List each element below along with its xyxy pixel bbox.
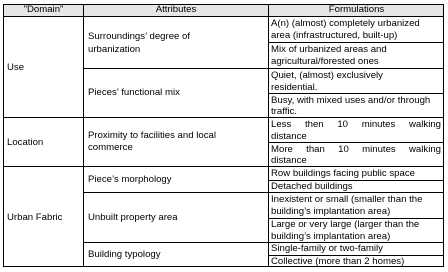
- formulation-2-line1: Mix of urbanized areas and: [271, 44, 387, 55]
- formulation-4-line1: Busy, with mixed uses and/or through: [271, 95, 431, 106]
- formulation-1-line2: area (infrastructured, built-up): [271, 30, 398, 41]
- attribute-morphology: Piece’s morphology: [88, 174, 172, 185]
- attribute-surroundings-line1: Surroundings’ degree of: [88, 31, 191, 42]
- formulation-10-line2: building’s implantation area): [271, 231, 391, 242]
- formulation-9-line2: building’s implantation area): [271, 206, 391, 217]
- formulation-7: Row buildings facing public space: [271, 168, 415, 179]
- formulation-5-line1: Less then 10 minutes walking: [271, 119, 441, 130]
- formulation-9-line1: Inexistent or small (smaller than the: [271, 194, 423, 205]
- header-formulations: Formulations: [328, 4, 385, 15]
- formulation-5-line2: distance: [271, 131, 307, 142]
- attribute-proximity-line1: Proximity to facilities and local: [88, 130, 216, 141]
- formulation-8: Detached buildings: [271, 181, 353, 192]
- formulation-11: Single-family or two-family: [271, 243, 383, 254]
- attribute-building-typology: Building typology: [88, 249, 161, 260]
- formulation-6-line1: More than 10 minutes walking: [271, 144, 441, 155]
- formulation-1-line1: A(n) (almost) completely urbanized: [271, 18, 420, 29]
- attribute-surroundings-line2: urbanization: [88, 44, 141, 55]
- formulation-4-line2: traffic.: [271, 106, 297, 117]
- domain-use: Use: [7, 62, 25, 73]
- formulation-12: Collective (more than 2 homes): [271, 256, 405, 267]
- domain-urban-fabric: Urban Fabric: [7, 212, 63, 223]
- header-domain: "Domain": [23, 4, 64, 15]
- formulation-10-line1: Large or very large (larger than the: [271, 219, 420, 230]
- attribute-functional-mix: Pieces’ functional mix: [88, 87, 180, 98]
- attribute-proximity-line2: commerce: [88, 142, 133, 153]
- formulation-3-line1: Quiet, (almost) exclusively: [271, 70, 383, 81]
- domain-location: Location: [7, 137, 44, 148]
- formulation-2-line2: agricultural/forested ones: [271, 56, 379, 67]
- formulation-6-line2: distance: [271, 155, 307, 166]
- formulation-3-line2: residential.: [271, 82, 318, 93]
- header-attributes: Attributes: [155, 4, 197, 15]
- attribute-unbuilt-area: Unbuilt property area: [88, 212, 178, 223]
